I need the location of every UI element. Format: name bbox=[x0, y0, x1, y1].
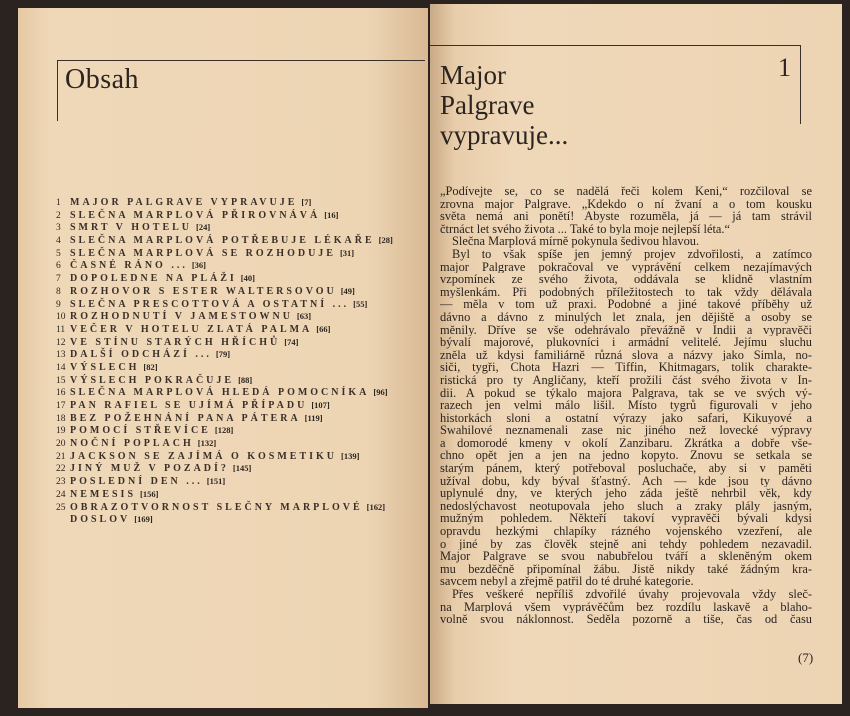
toc-entry-page: [139] bbox=[341, 450, 360, 461]
toc-entry-number: 13 bbox=[56, 350, 66, 361]
toc-entry-title: DOSLOV bbox=[70, 514, 131, 526]
chapter-body-text bbox=[440, 185, 812, 626]
toc-entry bbox=[56, 412, 393, 425]
toc-entry-title: VE STÍNU STARÝCH HŘÍCHŮ bbox=[70, 336, 281, 348]
text-line: uplynulé dny, ve kterých jeho záda ještě nehrbil věk, kdy bbox=[440, 487, 812, 500]
toc-entry-page: [96] bbox=[373, 387, 388, 398]
toc-entry-number: 24 bbox=[56, 489, 66, 500]
toc-entry-title: DALŠÍ ODCHÁZÍ ... bbox=[70, 349, 212, 361]
toc-entry bbox=[56, 437, 393, 450]
toc-entry-page: [88] bbox=[238, 374, 253, 385]
text-line: mu bezděčně připomínal žábu. Jistě nikdy také žádným kra- bbox=[440, 562, 812, 576]
text-line: myšlenkám. Při podobných příležitostech to tak vždy dělávala bbox=[440, 285, 812, 299]
right-page-chapter bbox=[430, 4, 842, 704]
toc-entry-number: 7 bbox=[56, 274, 61, 285]
toc-entry-number: 18 bbox=[56, 413, 66, 424]
text-line: opravdu hezkými chlapíky rázného vojenského vzezření, ale bbox=[440, 525, 812, 538]
toc-entry-title: ROZHOVOR S ESTER WALTERSOVOU bbox=[70, 285, 337, 297]
toc-entry-number: 5 bbox=[56, 248, 61, 259]
toc-entry-number: 16 bbox=[56, 388, 66, 399]
toc-entry bbox=[56, 348, 393, 361]
toc-entry-page: [128] bbox=[214, 425, 234, 436]
text-line: na Marplová všem vyprávěčům bez rozdílu laskavě a blaho- bbox=[440, 600, 812, 614]
text-line: major Palgrave pokračoval ve vyprávění celkem nezajímavých bbox=[440, 260, 812, 274]
toc-entry bbox=[56, 221, 393, 234]
toc-entry-page: [36] bbox=[191, 260, 207, 271]
text-line: dávno a dávno z minulých let znala, jen dějiště a osoby se bbox=[440, 310, 812, 324]
text-line: historkách sloni a ostatní výrazy jako safari, Kikuyové a bbox=[440, 411, 812, 425]
toc-entry-page: [55] bbox=[353, 298, 368, 309]
toc-entry-page: [82] bbox=[143, 361, 158, 372]
text-line: zrovna major Palgrave. „Kdekdo o ní žvaní a o tom kousku bbox=[440, 197, 812, 211]
toc-entry-title: BEZ POŽEHNÁNÍ PANA PÁTERA bbox=[70, 412, 301, 424]
toc-entry-page: [66] bbox=[316, 323, 331, 334]
toc-entry-number: 21 bbox=[56, 451, 66, 462]
chapter-title-line: Major bbox=[440, 60, 506, 90]
text-line: „Podívejte se, co se nadělá řeči kolem Keni,“ rozčiloval se bbox=[440, 185, 812, 198]
toc-entry-title: OBRAZOTVORNOST SLEČNY MARPLOVÉ bbox=[70, 501, 363, 513]
toc-entry bbox=[56, 399, 393, 412]
toc-entry bbox=[56, 196, 393, 209]
toc-entry-number: 4 bbox=[56, 236, 61, 247]
toc-entry-page: [7] bbox=[301, 197, 312, 207]
toc-entry bbox=[56, 247, 393, 260]
toc-entry-number: 2 bbox=[56, 210, 61, 221]
text-line: vzpomínek ze svého života, oddávala se klidně vlastním bbox=[440, 273, 812, 286]
table-of-contents bbox=[56, 196, 393, 526]
toc-entry-title: ROZHODNUTÍ V JAMESTOWNU bbox=[70, 311, 293, 323]
toc-entry-title: JINÝ MUŽ V POZADÍ? bbox=[70, 463, 229, 475]
toc-entry-number: 3 bbox=[56, 223, 61, 234]
toc-entry-title: SLEČNA MARPLOVÁ SE ROZHODUJE bbox=[70, 247, 336, 259]
toc-entry-page: [107] bbox=[311, 400, 330, 410]
page-number: (7) bbox=[798, 650, 814, 665]
toc-entry bbox=[56, 310, 393, 323]
toc-entry bbox=[56, 361, 393, 374]
toc-entry-number: 1 bbox=[56, 198, 61, 208]
toc-entry-number: 17 bbox=[56, 401, 66, 411]
text-line: Byl to však spíše jen jemný projev zdvořilosti, a zatímco bbox=[452, 247, 812, 261]
toc-entry bbox=[56, 285, 393, 298]
toc-entry-number: 20 bbox=[56, 439, 66, 450]
toc-entry-title: VÝSLECH POKRAČUJE bbox=[70, 374, 235, 386]
toc-entry-number: 15 bbox=[56, 375, 66, 386]
toc-entry-title: SMRT V HOTELU bbox=[70, 222, 193, 234]
text-line: Swahilové neznamenali zase nic jiného než lovecké výpravy bbox=[440, 424, 812, 437]
text-line: dii. A pokud se týkalo majora Palgrava, tak se ve svých vý- bbox=[440, 386, 812, 400]
toc-entry-title: SLEČNA PRESCOTTOVÁ A OSTATNÍ ... bbox=[70, 298, 350, 310]
toc-entry-number: 23 bbox=[56, 477, 66, 488]
toc-entry-page: [16] bbox=[324, 209, 339, 220]
text-line: Major Palgrave se svou nabubřelou tváří a skleněným okem bbox=[440, 550, 812, 563]
text-line: ristická pro ty Angličany, kteří prožili část svého života v In- bbox=[440, 373, 812, 387]
toc-entry-title: MAJOR PALGRAVE VYPRAVUJE bbox=[70, 197, 298, 208]
text-line: mužným pohledem. Někteří takoví vypravěči bývali kdysi bbox=[440, 512, 812, 526]
toc-entry-title: ČASNÉ RÁNO ... bbox=[70, 260, 188, 272]
text-line: měnily. Dříve se vše odehrávalo převážně v Indii a vypravěči bbox=[440, 323, 812, 337]
toc-entry-page: [156] bbox=[140, 488, 159, 499]
toc-entry-title: NOČNÍ POPLACH bbox=[70, 438, 194, 450]
toc-entry bbox=[56, 336, 393, 349]
toc-entry-title: VEČER V HOTELU ZLATÁ PALMA bbox=[70, 323, 313, 335]
text-line: světa nemá ani ponětí! Abyste rozuměla, já — já tam strávil bbox=[440, 210, 812, 223]
toc-entry-title: SLEČNA MARPLOVÁ PŘIROVNÁVÁ bbox=[70, 209, 321, 221]
toc-entry-page: [31] bbox=[339, 247, 355, 258]
toc-entry bbox=[56, 234, 393, 247]
toc-entry-number: 10 bbox=[56, 312, 66, 323]
text-line: o jiné by zas člověk stejně ani tehdy pohledem nezavadil. bbox=[440, 537, 812, 551]
toc-entry-page: [151] bbox=[206, 476, 226, 487]
toc-entry-title: SLEČNA MARPLOVÁ HLEDÁ POMOCNÍKA bbox=[70, 387, 370, 399]
toc-heading: Obsah bbox=[65, 64, 140, 95]
chapter-title-line: vypravuje... bbox=[440, 120, 569, 150]
toc-entry bbox=[56, 374, 393, 387]
text-line: Přes veškeré nepříliš zdvořilé úvahy projevovala vždy sleč- bbox=[452, 588, 812, 601]
toc-entry-number: 12 bbox=[56, 337, 66, 348]
toc-entry-title: SLEČNA MARPLOVÁ POTŘEBUJE LÉKAŘE bbox=[70, 235, 375, 247]
toc-entry-number: 11 bbox=[56, 324, 66, 335]
toc-entry bbox=[56, 501, 393, 514]
text-line: razech jen velmi málo lišil. Místo tygrů figurovali v jeho bbox=[440, 399, 812, 412]
toc-entry-page: [145] bbox=[232, 463, 252, 474]
toc-entry-title: POSLEDNÍ DEN ... bbox=[70, 476, 203, 488]
chapter-number: 1 bbox=[778, 53, 791, 82]
toc-entry-page: [162] bbox=[366, 501, 386, 512]
toc-entry-page: [40] bbox=[240, 273, 255, 284]
toc-entry bbox=[56, 450, 393, 463]
toc-entry bbox=[56, 323, 393, 336]
text-line: čtrnáct let svého života ... Také to byla moje nejlepší léta.“ bbox=[440, 222, 730, 236]
toc-entry-number: 6 bbox=[56, 261, 61, 272]
toc-entry-title: NEMESIS bbox=[70, 488, 137, 500]
chapter-title bbox=[440, 60, 568, 150]
chapter-title-line: Palgrave bbox=[440, 90, 535, 120]
text-line: bývalí majorové, plukovníci i armádní velitelé. Jejímu sluchu bbox=[440, 336, 812, 349]
toc-entry-page: [79] bbox=[215, 349, 231, 360]
text-line: zněla už kdysi familiárně různá slova a názvy jako Simla, no- bbox=[440, 348, 812, 362]
left-page-contents bbox=[18, 8, 428, 708]
text-line: siči, tygři, Chota Hazri — Tiffin, Khitmagars, tolik charakte- bbox=[440, 361, 812, 374]
toc-entry bbox=[56, 513, 393, 526]
toc-entry-title: VÝSLECH bbox=[70, 361, 140, 373]
toc-entry-page: [28] bbox=[378, 235, 393, 246]
text-line: a domorodé kmeny v okolí Zanzibaru. Zkrátka a dobře vše- bbox=[440, 436, 812, 450]
toc-entry-number: 8 bbox=[56, 286, 61, 297]
toc-entry-number: 22 bbox=[56, 464, 66, 475]
toc-entry-page: [63] bbox=[296, 311, 312, 322]
toc-entry bbox=[56, 462, 393, 475]
toc-entry-page: [24] bbox=[196, 222, 211, 233]
toc-entry-page: [132] bbox=[197, 438, 217, 449]
text-line: starým pánem, který potřeboval posluchače, aby si v paměti bbox=[440, 462, 812, 475]
toc-entry bbox=[56, 272, 393, 285]
toc-entry bbox=[56, 209, 393, 222]
text-line: Slečna Marplová mírně pokynula šedivou hlavou. bbox=[452, 235, 700, 248]
toc-entry-number: 9 bbox=[56, 299, 61, 310]
toc-entry-title: POMOCÍ STŘEVÍCE bbox=[70, 425, 211, 437]
toc-entry bbox=[56, 424, 393, 437]
toc-entry-number: 14 bbox=[56, 362, 66, 373]
toc-entry-number: 19 bbox=[56, 426, 66, 437]
toc-entry bbox=[56, 475, 393, 488]
toc-entry-page: [74] bbox=[284, 336, 299, 347]
toc-entry-title: DOPOLEDNE NA PLÁŽI bbox=[70, 273, 237, 285]
text-line: chno opět jen a jen na jedno kopyto. Znovu se setkala se bbox=[440, 449, 812, 463]
toc-entry-number: 25 bbox=[56, 502, 66, 513]
toc-entry bbox=[56, 259, 393, 272]
text-line: nedoslýchavost neotupovala jeho sluch a zraky plály jasným, bbox=[440, 499, 812, 513]
text-line: — měla v tom už praxi. Podobné a jiné takové příběhy už bbox=[440, 298, 812, 311]
toc-entry bbox=[56, 298, 393, 311]
toc-entry-page: [169] bbox=[134, 514, 153, 525]
toc-entry-page: [49] bbox=[340, 285, 355, 296]
text-line: užíval dobu, kdy býval šťastný. Ach — kde jsou ty dávno bbox=[440, 474, 812, 488]
toc-entry-page: [119] bbox=[304, 412, 323, 423]
toc-entry bbox=[56, 488, 393, 501]
toc-entry bbox=[56, 386, 393, 399]
toc-entry-title: PAN RAFIEL SE UJÍMÁ PŘÍPADU bbox=[70, 400, 308, 411]
toc-entry-title: JACKSON SE ZAJÍMÁ O KOSMETIKU bbox=[70, 450, 338, 462]
text-line: savcem nebyl a zřejmě patřil do té druhé kategorie. bbox=[440, 575, 694, 588]
text-line: volně svou náklonnost. Seděla pozorně a tiše, čas od času bbox=[440, 613, 812, 626]
